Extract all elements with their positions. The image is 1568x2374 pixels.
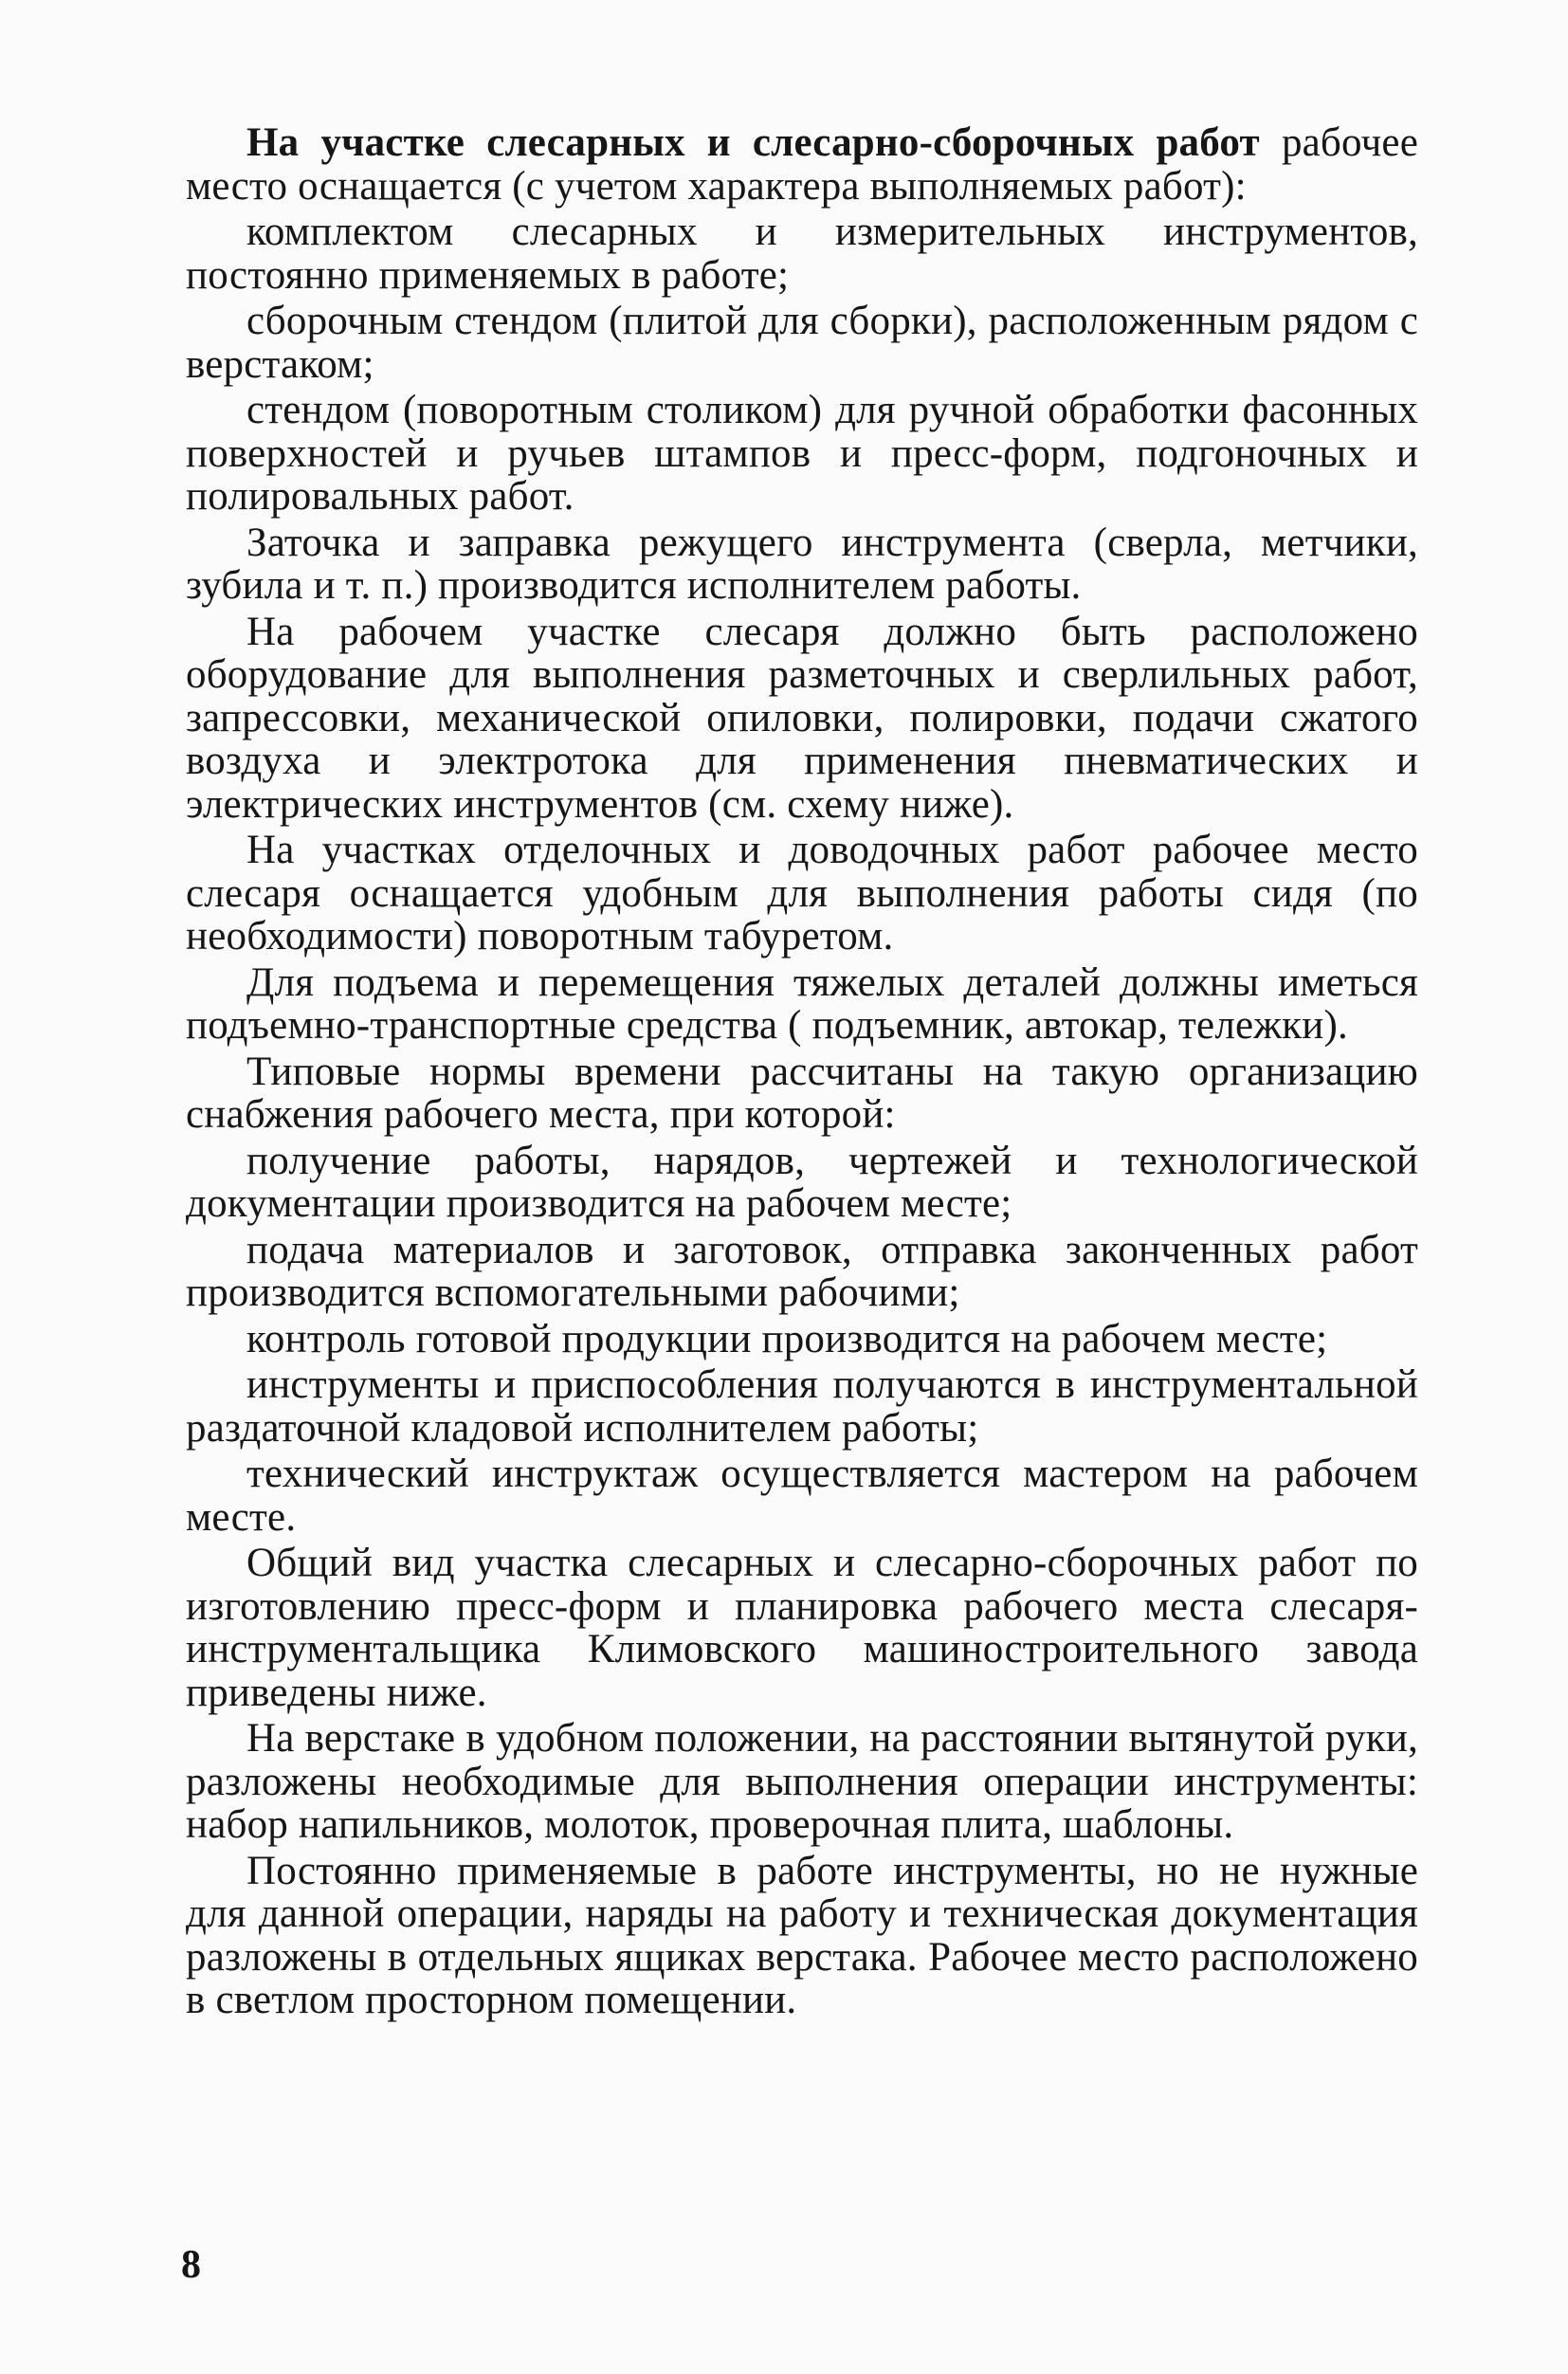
body-text <box>186 121 1418 2022</box>
paragraph-6: На участках отделочных и доводочных работ рабочее место слесаря оснащается удобным для выполнения работы сидя (по необходимости) поворотным табуретом. <box>186 828 1418 959</box>
paragraph-14: Общий вид участка слесарных и слесарно-сборочных работ по изготовлению пресс-форм и планировка рабочего места слесаря-инструментальщика Климовского машиностроительного завода приведены ниже. <box>186 1541 1418 1715</box>
paragraph-8: Типовые нормы времени рассчитаны на такую организацию снабжения рабочего места, при которой: <box>186 1049 1418 1137</box>
paragraph-1: комплектом слесарных и измерительных инструментов, постоянно применяемых в работе; <box>186 210 1418 298</box>
paragraph-4: Заточка и заправка режущего инструмента (сверла, метчики, зубила и т. п.) производится исполнителем работы. <box>186 520 1418 608</box>
paragraph-5: На рабочем участке слесаря должно быть расположено оборудование для выполнения разметочных и сверлильных работ, запрессовки, механической опиловки, полировки, подачи сжатого воздуха и электротока для применения пневматических и электрических инструментов (см. схему ниже). <box>186 609 1418 827</box>
paragraph-13: технический инструктаж осуществляется мастером на рабочем месте. <box>186 1452 1418 1540</box>
paragraph-2: сборочным стендом (плитой для сборки), расположенным рядом с верстаком; <box>186 299 1418 387</box>
paragraph-9: получение работы, нарядов, чертежей и технологической документации производится на рабочем месте; <box>186 1138 1418 1226</box>
paragraph-10: подача материалов и заготовок, отправка законченных работ производится вспомогательными рабочими; <box>186 1227 1418 1315</box>
intro-text: рабочее место оснащается (с учетом характера выполняемых работ): <box>186 120 1418 209</box>
paragraph-3: стендом (поворотным столиком) для ручной обработки фасонных поверхностей и ручьев штампов и пресс-форм, подгоночных и полировальных работ. <box>186 388 1418 519</box>
paragraph-15: На верстаке в удобном положении, на расстоянии вытянутой руки, разложены необходимые для выполнения операции инструменты: набор напильников, молоток, проверочная плита, шаблоны. <box>186 1716 1418 1847</box>
intro-paragraph <box>186 121 1418 208</box>
paragraph-12: инструменты и приспособления получаются в инструментальной раздаточной кладовой исполнителем работы; <box>186 1362 1418 1451</box>
paragraph-7: Для подъема и перемещения тяжелых деталей должны иметься подъемно-транспортные средства ( подъемник, автокар, тележки). <box>186 959 1418 1048</box>
page-number: 8 <box>181 2243 201 2287</box>
paragraph-16: Постоянно применяемые в работе инструменты, но не нужные для данной операции, наряды на работу и техническая документация разложены в отдельных ящиках верстака. Рабочее место расположено в светлом просторном помещении. <box>186 1848 1418 2022</box>
section-lead: На участке слесарных и слесарно-сборочных работ <box>246 120 1260 165</box>
paragraph-11: контроль готовой продукции производится на рабочем месте; <box>246 1316 1328 1361</box>
